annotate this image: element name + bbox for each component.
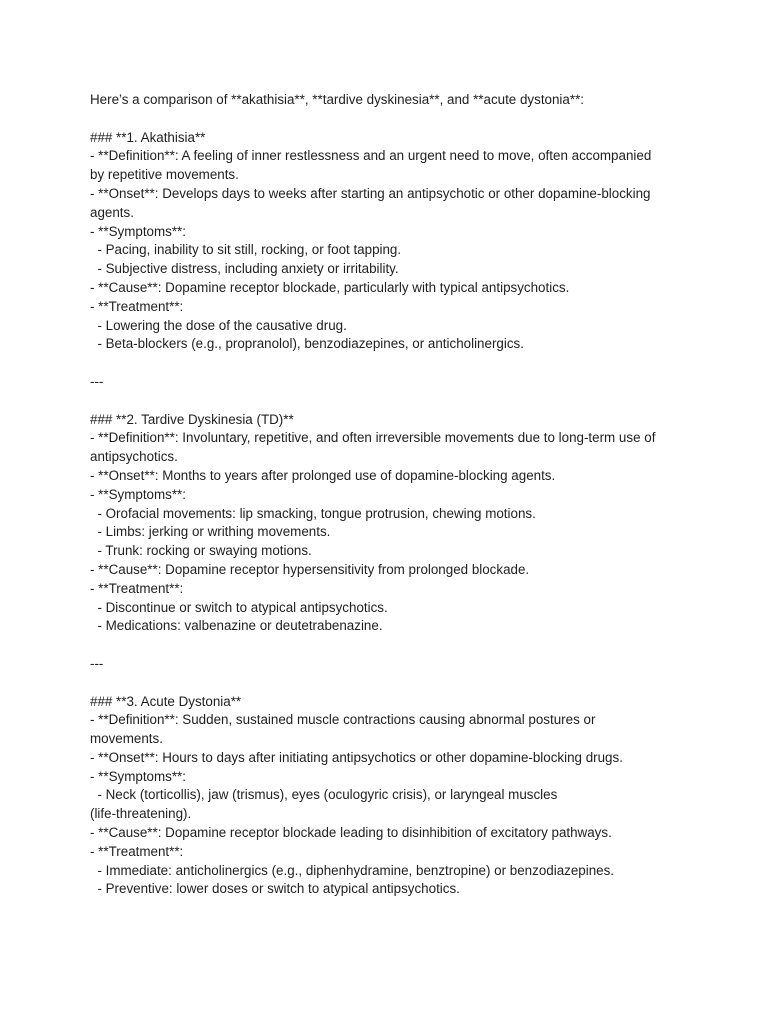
document-line: - Orofacial movements: lip smacking, tongue protrusion, chewing motions.	[90, 505, 536, 521]
document-line: - **Symptoms**:	[90, 768, 186, 784]
document-line: - **Definition**: Sudden, sustained muscle contractions causing abnormal postures or	[90, 712, 596, 728]
document-line	[90, 636, 690, 655]
document-line: antipsychotics.	[90, 449, 178, 465]
document-line: - **Onset**: Hours to days after initiating antipsychotics or other dopamine-blocking drugs.	[90, 749, 623, 765]
document-body	[90, 91, 690, 899]
document-line: - **Treatment**:	[90, 298, 184, 314]
document-line: - Limbs: jerking or writhing movements.	[90, 524, 331, 540]
document-line: - **Symptoms**:	[90, 223, 186, 239]
document-line: - Preventive: lower doses or switch to atypical antipsychotics.	[90, 881, 460, 897]
document-line: - **Definition**: A feeling of inner restlessness and an urgent need to move, often accompanied	[90, 148, 652, 164]
document-line: - Neck (torticollis), jaw (trismus), eyes (oculogyric crisis), or laryngeal muscles	[90, 787, 558, 803]
document-line: - **Treatment**:	[90, 580, 184, 596]
document-line: ### **3. Acute Dystonia**	[90, 693, 242, 709]
document-line: - **Definition**: Involuntary, repetitive, and often irreversible movements due to long-term use of	[90, 430, 656, 446]
document-line: ### **2. Tardive Dyskinesia (TD)**	[90, 411, 294, 427]
document-line: - Discontinue or switch to atypical antipsychotics.	[90, 599, 388, 615]
document-line: - **Treatment**:	[90, 843, 184, 859]
document-line: - Beta-blockers (e.g., propranolol), benzodiazepines, or anticholinergics.	[90, 336, 524, 352]
document-line	[90, 392, 690, 411]
document-line: ---	[90, 655, 104, 671]
document-line: - **Cause**: Dopamine receptor blockade, particularly with typical antipsychotics.	[90, 279, 570, 295]
document-line	[90, 674, 690, 693]
document-line	[90, 354, 690, 373]
document-line: agents.	[90, 204, 134, 220]
document-line: - Subjective distress, including anxiety or irritability.	[90, 261, 399, 277]
document-line: by repetitive movements.	[90, 167, 239, 183]
document-line: - Trunk: rocking or swaying motions.	[90, 543, 312, 559]
document-line: - Immediate: anticholinergics (e.g., diphenhydramine, benztropine) or benzodiazepines.	[90, 862, 615, 878]
document-line: - Medications: valbenazine or deutetrabenazine.	[90, 618, 383, 634]
document-line: - **Cause**: Dopamine receptor blockade leading to disinhibition of excitatory pathways.	[90, 825, 612, 841]
document-line: - **Symptoms**:	[90, 486, 186, 502]
document-line: ---	[90, 373, 104, 389]
document-line: - **Onset**: Months to years after prolonged use of dopamine-blocking agents.	[90, 467, 556, 483]
document-line: Here’s a comparison of **akathisia**, **tardive dyskinesia**, and **acute dystonia**:	[90, 92, 584, 107]
document-line: (life-threatening).	[90, 806, 192, 822]
document-line: - Lowering the dose of the causative drug.	[90, 317, 347, 333]
document-line: - Pacing, inability to sit still, rocking, or foot tapping.	[90, 242, 402, 258]
document-line: movements.	[90, 731, 163, 747]
document-line	[90, 110, 690, 129]
document-line: - **Cause**: Dopamine receptor hypersensitivity from prolonged blockade.	[90, 561, 530, 577]
document-line: ### **1. Akathisia**	[90, 129, 206, 145]
document-line: - **Onset**: Develops days to weeks after starting an antipsychotic or other dopamine-blocking	[90, 185, 651, 201]
